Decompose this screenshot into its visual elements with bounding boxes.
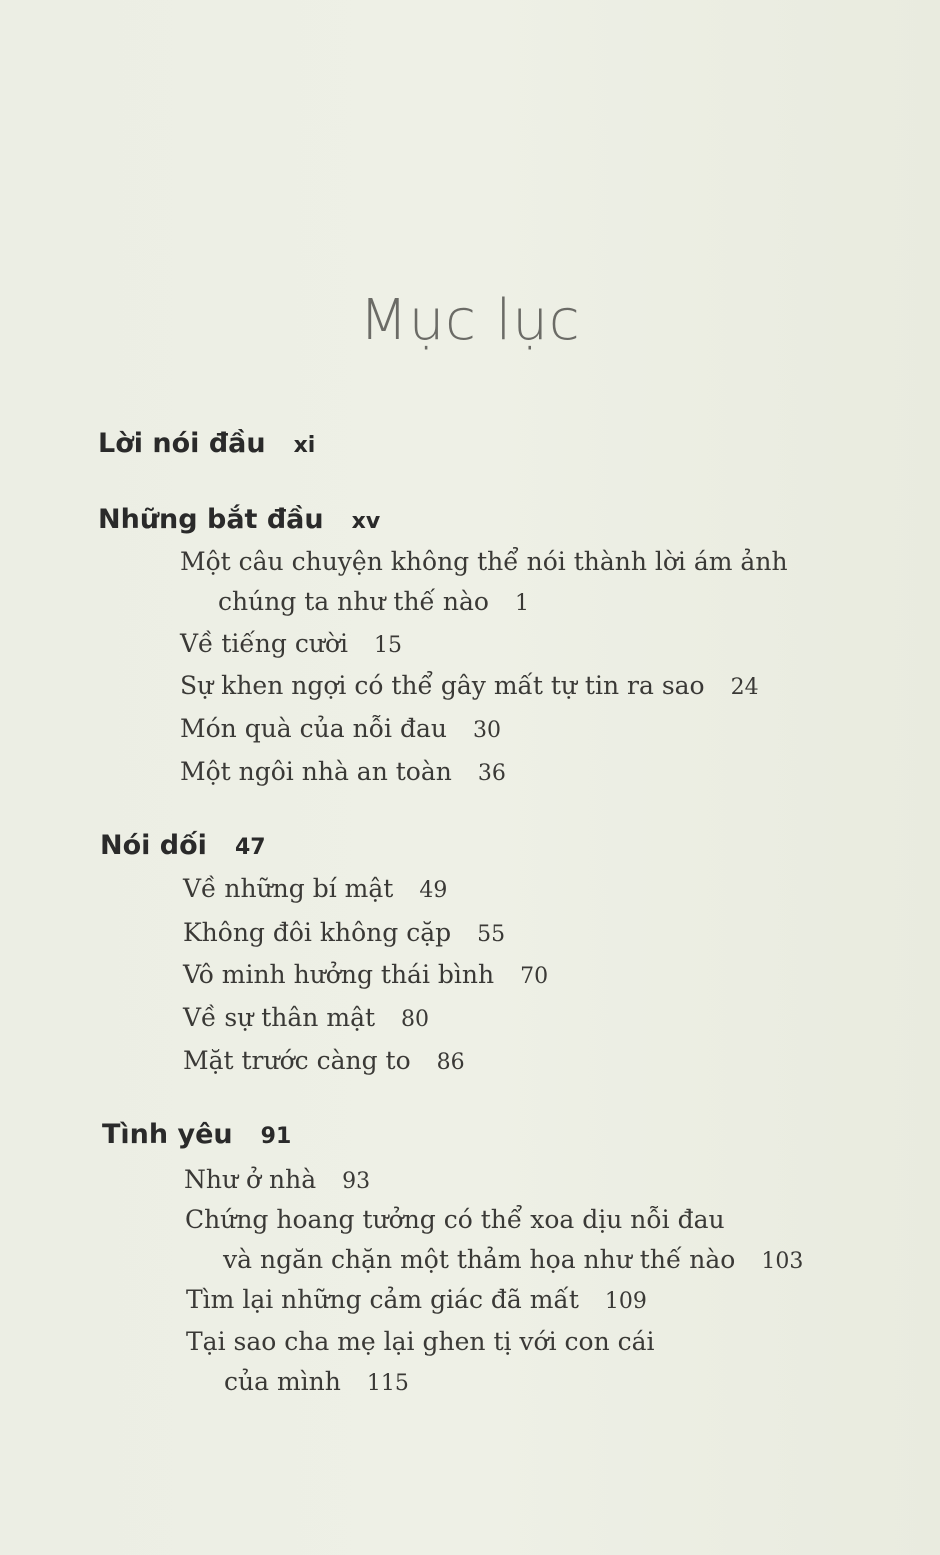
toc-entry xyxy=(183,913,505,955)
entry-title: Mặt trước càng to xyxy=(183,1046,411,1075)
entry-page: 24 xyxy=(730,675,759,700)
section-label: Lời nói đầu xyxy=(98,428,266,459)
entry-page: 15 xyxy=(374,633,403,658)
page-title: Mục lục xyxy=(359,288,581,353)
toc-entry xyxy=(186,1322,655,1404)
toc-section-lies xyxy=(100,830,266,861)
entry-title: Món quà của nỗi đau xyxy=(180,714,447,743)
toc-entry xyxy=(180,624,402,666)
entry-page: 30 xyxy=(472,718,501,743)
section-label: Tình yêu xyxy=(102,1119,233,1150)
entry-title: Không đôi không cặp xyxy=(183,918,452,947)
toc-entry xyxy=(183,869,447,911)
section-page: 47 xyxy=(234,835,266,860)
entry-title: Tại sao cha mẹ lại ghen tị với con cái xyxy=(186,1327,655,1356)
toc-section-beginnings xyxy=(98,504,380,535)
entry-title: Như ở nhà xyxy=(184,1165,317,1194)
entry-title-continued: và ngăn chặn một thảm họa như thế nào xyxy=(223,1245,736,1274)
toc-entry xyxy=(183,955,548,997)
entry-page: 55 xyxy=(477,922,506,947)
entry-page: 93 xyxy=(342,1169,371,1194)
entry-title-continued: của mình xyxy=(224,1367,341,1396)
entry-page: 115 xyxy=(366,1371,409,1396)
entry-page: 36 xyxy=(477,761,506,786)
entry-page: 70 xyxy=(520,964,549,989)
toc-entry xyxy=(184,1160,370,1202)
toc-entry xyxy=(183,998,429,1040)
toc-entry xyxy=(180,542,788,624)
entry-title: Tìm lại những cảm giác đã mất xyxy=(186,1285,579,1314)
toc-entry xyxy=(186,1280,647,1322)
entry-title: Một ngôi nhà an toàn xyxy=(180,757,452,786)
section-page: 91 xyxy=(260,1124,292,1149)
entry-page: 109 xyxy=(604,1289,647,1314)
entry-title: Vô minh hưởng thái bình xyxy=(183,960,495,989)
section-page: xi xyxy=(293,433,316,458)
toc-entry xyxy=(180,752,506,794)
entry-page: 103 xyxy=(761,1249,804,1274)
entry-title: Về tiếng cười xyxy=(180,629,349,658)
entry-title: Một câu chuyện không thể nói thành lời ám ảnh xyxy=(180,547,788,576)
toc-entry xyxy=(180,666,759,708)
entry-page: 86 xyxy=(436,1050,465,1075)
section-label: Những bắt đầu xyxy=(98,504,324,535)
section-label: Nói dối xyxy=(100,830,207,861)
entry-title: Về sự thân mật xyxy=(183,1003,376,1032)
entry-page: 80 xyxy=(401,1007,430,1032)
entry-title: Về những bí mật xyxy=(183,874,394,903)
entry-page: 1 xyxy=(514,591,529,616)
entry-title: Sự khen ngợi có thể gây mất tự tin ra sao xyxy=(180,671,705,700)
entry-title: Chứng hoang tưởng có thể xoa dịu nỗi đau xyxy=(185,1205,725,1234)
toc-section-foreword xyxy=(98,428,315,459)
entry-page: 49 xyxy=(419,878,448,903)
toc-entry xyxy=(180,709,501,751)
section-page: xv xyxy=(351,509,381,534)
toc-entry xyxy=(185,1200,803,1282)
toc-section-love xyxy=(102,1119,291,1150)
entry-title-continued: chúng ta như thế nào xyxy=(218,587,489,616)
toc-entry xyxy=(183,1041,465,1083)
